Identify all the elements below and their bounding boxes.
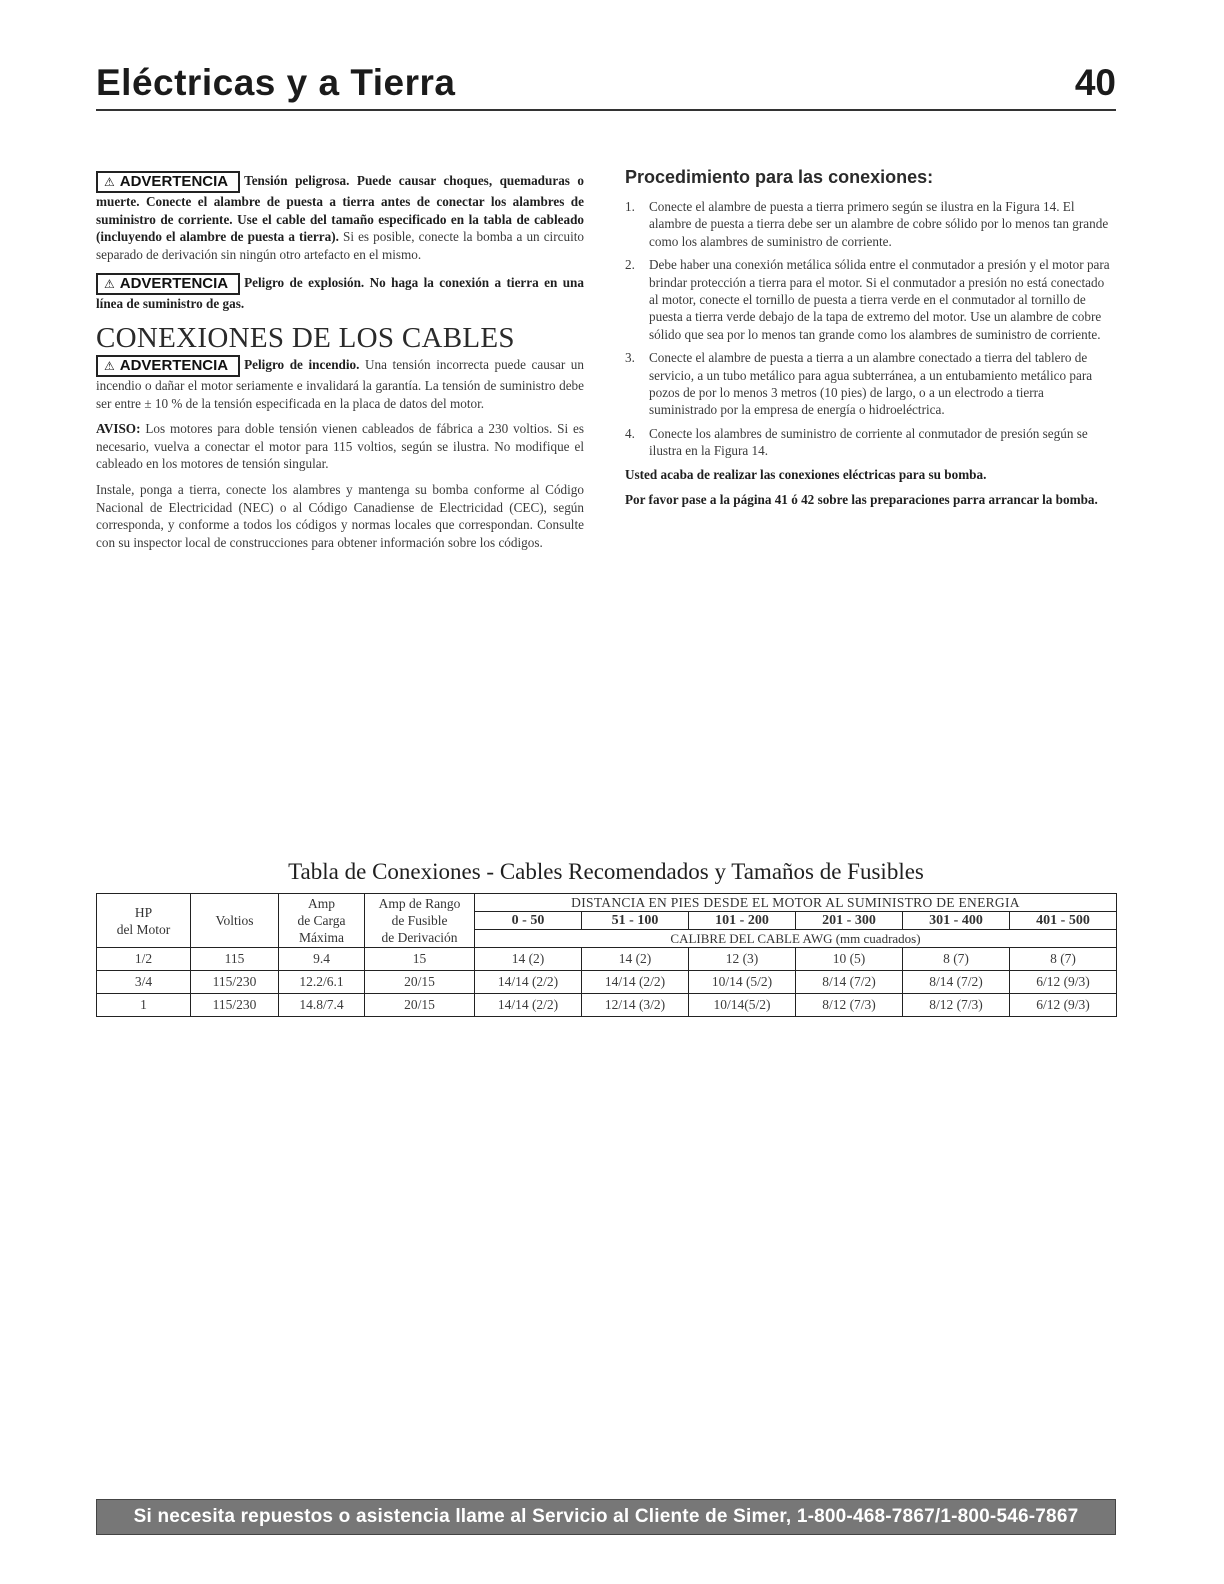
cell-awg: 12 (3) [689, 948, 796, 971]
warning-badge [96, 273, 240, 295]
right-column [625, 167, 1115, 517]
table-title: Tabla de Conexiones - Cables Recomendados y Tamaños de Fusibles [288, 859, 924, 884]
cell-volts: 115/230 [191, 994, 279, 1017]
amp-header-line3: Máxima [299, 930, 344, 945]
distance-header: DISTANCIA EN PIES DESDE EL MOTOR AL SUMINISTRO DE ENERGIA [475, 894, 1117, 912]
range-header: 101 - 200 [689, 912, 796, 930]
warning-badge-label: ADVERTENCIA [119, 356, 229, 374]
cell-awg: 8/14 (7/2) [796, 971, 903, 994]
procedure-step [625, 349, 1115, 419]
procedure-step [625, 425, 1115, 460]
col-header-hp [97, 894, 191, 948]
cell-fuse: 20/15 [365, 994, 475, 1017]
range-header: 51 - 100 [582, 912, 689, 930]
hp-header-line1: HP [134, 904, 153, 920]
procedure-title: Procedimiento para las conexiones: [625, 167, 934, 187]
procedure-step [625, 198, 1115, 250]
cell-awg: 12/14 (3/2) [582, 994, 689, 1017]
warning-fire-text: Una tensión incorrecta puede causar un incendio o dañar el motor seriamente e invalidará la garantía. La tensión de suministro debe ser entre ± 10 % de la tensión especificada en la placa de datos del motor. [96, 356, 584, 411]
col-header-voltios: Voltios [191, 894, 279, 948]
cell-awg: 8/12 (7/3) [796, 994, 903, 1017]
step-text: Conecte el alambre de puesta a tierra a un alambre conectado a tierra del tablero de servicio, a un tubo metálico para agua subterránea, a un entubamiento metálico para pozos de por lo menos 3 metros (10 pies) de largo, o a un electrodo a tierra suministrado por la empresa de energía o hidroeléctrica. [649, 350, 1093, 418]
cell-awg: 6/12 (9/3) [1010, 971, 1117, 994]
cell-hp: 1 [97, 994, 191, 1017]
cell-awg: 6/12 (9/3) [1010, 994, 1117, 1017]
wiring-table [96, 893, 1117, 1017]
left-column [96, 171, 584, 559]
cell-fuse: 20/15 [365, 971, 475, 994]
page-title: Eléctricas y a Tierra [96, 62, 456, 103]
cell-amp: 12.2/6.1 [279, 971, 365, 994]
warning-shock-text: Si es posible, conecte la bomba a un circuito separado de derivación sin ningún otro artefacto en el mismo. [96, 229, 584, 262]
next-page-note: Por favor pase a la página 41 ó 42 sobre las preparaciones parra arrancar la bomba. [625, 492, 1098, 508]
fuse-header-line3: de Derivación [381, 930, 458, 945]
warning-triangle-icon: ⚠ [104, 175, 115, 189]
warning-triangle-icon: ⚠ [104, 277, 115, 292]
cell-volts: 115 [191, 948, 279, 971]
warning-explosion-paragraph [96, 273, 584, 313]
step-number: 4. [625, 425, 635, 441]
step-number: 2. [625, 257, 635, 273]
aviso-text: Los motores para doble tensión vienen cableados de fábrica a 230 voltios. Si es necesario, vuelva a conectar el motor para 115 voltios, según se ilustra. No modifique el cableado en los motores de tensión singular. [96, 421, 584, 472]
cell-amp: 9.4 [279, 948, 365, 971]
cell-awg: 14/14 (2/2) [475, 971, 582, 994]
warning-badge [96, 171, 240, 193]
step-text: Conecte los alambres de suministro de corriente al conmutador de presión según se ilustra en la Figura 14. [649, 425, 1088, 459]
step-number: 1. [625, 199, 635, 214]
step-number: 3. [625, 350, 635, 366]
warning-badge-label: ADVERTENCIA [119, 275, 229, 293]
cell-awg: 14 (2) [475, 948, 582, 971]
cell-volts: 115/230 [191, 971, 279, 994]
warning-shock-paragraph [96, 171, 584, 263]
step-text: Conecte el alambre de puesta a tierra primero según se ilustra en la Figura 14. El alambre de puesta a tierra debe ser un alambre de cobre sólido por lo menos tan grande como los alambres de suministro de corriente. [649, 199, 1109, 249]
cell-awg: 8/14 (7/2) [903, 971, 1010, 994]
col-header-amp [279, 894, 365, 948]
range-header: 201 - 300 [796, 912, 903, 930]
cell-awg: 14 (2) [582, 948, 689, 971]
range-header: 401 - 500 [1010, 912, 1117, 930]
hp-header-line2: del Motor [116, 921, 171, 937]
warning-shock-bold: Tensión peligrosa. Puede causar choques, quemaduras o muerte. Conecte el alambre de puesta a tierra antes de conectar los alambres de suministro de corriente. Use el cable del tamaño especificado en la tabla de cableado (incluyendo el alambre de puesta a tierra). [96, 173, 584, 245]
cell-awg: 8 (7) [1010, 948, 1117, 971]
step-text: Debe haber una conexión metálica sólida entre el conmutador a presión y el motor para brindar protección a tierra para el motor. Si el conmutador a presión no está conectado al motor, conecte el tornillo de puesta a tierra verde en el conmutador al tornillo de puesta a tierra verde debajo de la tapa de extremo del motor. Use un alambre de cobre sólido que sea por lo menos tan grande como los alambres de suministro de corriente. [649, 257, 1110, 342]
warning-fire-paragraph [96, 355, 584, 412]
install-paragraph: Instale, ponga a tierra, conecte los alambres y mantenga su bomba conforme al Código Nacional de Electricidad (NEC) o al Código Canadiense de Electricidad (CEC), según corresponda, y conforme a todos los códigos y normas locales que correspondan. Consulte con su inspector local de construcciones para obtener información sobre los códigos. [96, 481, 584, 550]
cell-awg: 8 (7) [903, 948, 1010, 971]
warning-triangle-icon: ⚠ [104, 358, 115, 373]
warning-badge-label: ADVERTENCIA [119, 173, 229, 190]
cell-awg: 10 (5) [796, 948, 903, 971]
cell-awg: 10/14(5/2) [689, 994, 796, 1017]
fuse-header-line1: Amp de Rango [378, 896, 461, 911]
range-header: 0 - 50 [475, 912, 582, 930]
cell-hp: 3/4 [97, 971, 191, 994]
awg-header: CALIBRE DEL CABLE AWG (mm cuadrados) [475, 930, 1117, 948]
fuse-header-line2: de Fusible [391, 913, 448, 928]
warning-badge [96, 355, 240, 377]
table-row [97, 948, 1117, 971]
amp-header-line2: de Carga [297, 913, 346, 928]
cell-awg: 14/14 (2/2) [582, 971, 689, 994]
section-title-conexiones: CONEXIONES DE LOS CABLES [96, 321, 515, 354]
aviso-label: AVISO: [96, 421, 141, 437]
warning-explosion-bold: Peligro de explosión. No haga la conexión a tierra en una línea de suministro de gas. [96, 275, 584, 312]
table-row [97, 971, 1117, 994]
procedure-step [625, 256, 1115, 343]
warning-fire-bold: Peligro de incendio. [244, 356, 360, 372]
cell-awg: 8/12 (7/3) [903, 994, 1010, 1017]
cell-hp: 1/2 [97, 948, 191, 971]
cell-awg: 14/14 (2/2) [475, 994, 582, 1017]
table-row [97, 994, 1117, 1017]
range-header: 301 - 400 [903, 912, 1010, 930]
cell-amp: 14.8/7.4 [279, 994, 365, 1017]
page-number: 40 [1074, 62, 1116, 103]
completion-note: Usted acaba de realizar las conexiones eléctricas para su bomba. [625, 466, 987, 482]
support-banner: Si necesita repuestos o asistencia llame al Servicio al Cliente de Simer, 1-800-468-7867/1-800-546-7867 [96, 1499, 1116, 1535]
cell-fuse: 15 [365, 948, 475, 971]
col-header-fuse [365, 894, 475, 948]
amp-header-line1: Amp [308, 896, 335, 911]
header-rule [96, 109, 1116, 111]
aviso-paragraph [96, 420, 584, 473]
cell-awg: 10/14 (5/2) [689, 971, 796, 994]
procedure-steps [625, 198, 1115, 460]
